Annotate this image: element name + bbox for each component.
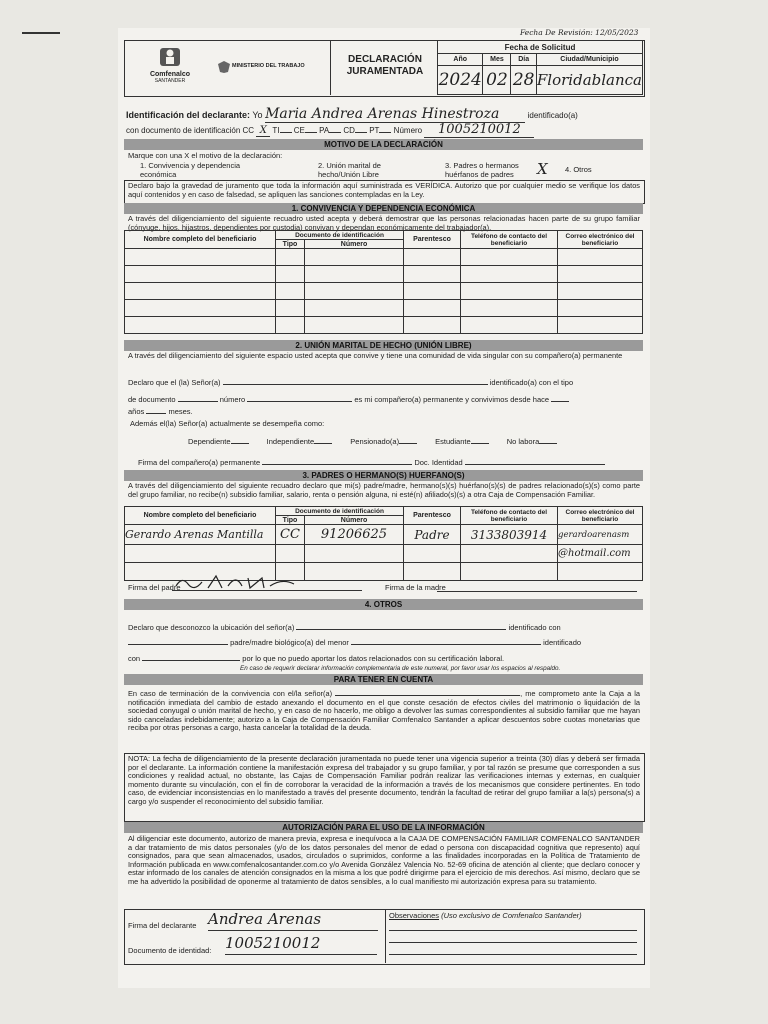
s3-col-mail: Correo electrónico del beneficiario [558,507,643,525]
s2-header: 2. UNIÓN MARITAL DE HECHO (UNIÓN LIBRE) [124,340,643,351]
s2-l2c: es mi compañero(a) permanente y convivimos desde hace [354,395,550,404]
s2-line-3 [128,405,193,417]
s3-row-num[interactable]: 91206625 [305,525,404,545]
s2-no-labora[interactable]: No labora [506,437,540,446]
s2-line-1 [128,376,573,388]
firma-padre-label: Firma del padre [128,583,181,592]
s4-l3b: por lo que no puedo aportar los datos relacionados con su certificación laboral. [242,654,505,663]
no-labora-field[interactable] [539,436,557,444]
motivo-opt-1[interactable]: 1. Convivencia y dependencia económica [140,161,241,179]
pa-label: PA [319,126,330,135]
s4-note: En caso de requerir declarar información complementaria de este numeral, por favor usar los espacios al respaldo. [240,665,561,672]
logo-region: SANTANDER [154,78,186,84]
s4-header: 4. OTROS [124,599,643,610]
s4-l1b: identificado con [508,623,561,632]
s2-l3a: años [128,407,145,416]
s2-firma: Firma del compañero(a) permanente [138,458,261,467]
s2-doc-number[interactable] [247,393,352,402]
s3-row-name[interactable]: Gerardo Arenas Mantilla [125,525,276,545]
tener-header: PARA TENER EN CUENTA [124,674,643,685]
estudiante-field[interactable] [471,436,489,444]
corner-mark [22,32,60,34]
s3-col-tipo: Tipo [276,516,305,525]
obs-note: (Uso exclusivo de Comfenalco Santander) [441,911,582,920]
s2-l1a: Declaro que el (la) Señor(a) [128,378,221,387]
ministry-logo [218,60,230,78]
s3-header: 3. PADRES O HERMANO(S) HUERFANO(S) [124,470,643,481]
s1-table [124,230,643,334]
s4-l2b: identificado [543,638,582,647]
s4-doc-field[interactable] [128,636,228,645]
id-yo: Yo [252,110,263,120]
s3-intro: A través del diligenciamiento del siguiente recuadro declaro que mi(s) padre/madre, hermano(s)(s) huérfano(s)(s) de padres relacionado(s)(s) como parte del grupo familiar, no recibe(n) subsidio familiar, salario, renta o pensión alguna, ni esté(n) afiliado(s)(s) a otra Caja de Compensación Familiar. [128,481,640,499]
shield-icon [218,61,230,73]
col-day: Día [511,54,536,66]
doc-identidad-label: Documento de identidad: [128,946,212,955]
s2-partner-name[interactable] [223,376,488,385]
declarant-name[interactable]: Maria Andrea Arenas Hinestroza [265,106,525,123]
col-city: Ciudad/Municipio [536,54,642,66]
obs-title: Observaciones [389,911,440,920]
s2-dependiente[interactable]: Dependiente [188,437,231,446]
s1-row[interactable] [125,266,643,283]
id-line-2 [126,122,534,138]
revision-date: Fecha De Revisión: 12/05/2023 [520,28,639,37]
tener-paragraph-1 [128,688,640,733]
s4-l3a: con [128,654,141,663]
s3-row[interactable] [125,545,643,563]
s4-l1a: Declaro que desconozco la ubicación del señor(a) [128,623,295,632]
s3-row-tel[interactable]: 3133803914 [461,525,558,545]
s2-l2b: número [219,395,246,404]
signature-divider [385,909,386,963]
motivo-opt-3[interactable]: 3. Padres o hermanos huérfanos de padres [445,161,519,179]
s2-intro: A través del diligenciamiento del siguiente espacio usted acepta que convive y tiene una comunidad de vida singular con su compañero(a) permanente [128,351,623,360]
s1-col-tel: Teléfono de contacto del beneficiario [461,231,558,249]
s2-doc: Doc. Identidad [414,458,463,467]
request-header: Fecha de Solicitud [438,41,643,54]
pa-field[interactable] [329,125,341,133]
logo-icon [155,44,185,68]
s1-col-name: Nombre completo del beneficiario [125,231,276,249]
request-year[interactable]: 2024 [438,66,483,95]
s3-row-mail-1[interactable]: gerardoarenasm [558,525,643,545]
motivo-opt-4[interactable]: 4. Otros [565,165,592,174]
s2-pensionado[interactable]: Pensionado(a) [350,437,400,446]
tener-p1b: , me comprometo ante la Caja a la notificación inmediata del cambio de estado anexando el documento en el que conste cesación de efectos civiles del matrimonio o liquidación de la sociedad conyugal o unión marital de hecho, y en caso de no hacerlo, me obligo a devolver las sumas correspondientes al subsidio familiar que me hayan sido canceladas indebidamente; autorizo a la Caja de Compensación Familiar Comfenalco Santander a aplicar descuentos sobre cuotas monetarias que reciba por otras personas a cargo, hasta cancelar la totalidad de la deuda. [128,689,640,733]
independiente-field[interactable] [314,436,332,444]
s2-signature-line [138,456,605,468]
tener-nota: NOTA: La fecha de diligenciamiento de la presente declaración juramentada no puede tener una vigencia superior a treinta (30) días y deberá ser firmada por el declarante. La información contiene la manifestación expresa del trabajador y su grupo familiar, y por tal razón se presume que corresponden a sus condiciones y realidad actual, no obstante, las Cajas de Compensación Familiar podrán realizar las verificaciones internas y externas, en cualquier momento durante su vinculación, con el fin de corroborar la veracidad de la información a través de los mecanismos que considere pertinentes. En todo caso, de evidenciar inconsistencias en lo manifestado a través del presente documento, tendrán la facultad de retirar del grupo familiar a la(s) persona(s) a cargo y/o suspender el reconocimiento del subsidio familiar. [128,754,640,806]
ti-label: TI [272,126,280,135]
declaro-text: Declaro bajo la gravedad de juramento que toda la información aquí suministrada es VERÍDICA. Autorizo que por cualquier medio se verifique los datos aquí contenidos y en caso de falsedad, se apliquen las sanciones contempladas en la Ley. [128,181,640,199]
doc-type-label: con documento de identificación CC [126,126,255,135]
request-city[interactable]: Floridablanca [536,66,642,95]
motivo-opt-3-mark[interactable]: X [537,160,548,178]
s4-line-1 [128,621,561,633]
s2-l2a: de documento [128,395,176,404]
s1-row[interactable] [125,283,643,300]
s1-row[interactable] [125,317,643,334]
firma-declarante-label: Firma del declarante [128,921,197,930]
s2-l3b: meses. [168,407,193,416]
s1-intro: A través del diligenciamiento del siguiente recuadro usted acepta y deberá demostrar que las personas relacionadas hacen parte de su grupo familiar (cónyuge, hijos, hijastros, dependientes por custodia) convivan y dependan económicamente del trabajador(a). [128,214,640,232]
s2-l4: Además el(la) Señor(a) actualmente se desempeña como: [130,419,325,428]
s3-col-tel: Teléfono de contacto del beneficiario [461,507,558,525]
s4-person-field[interactable] [296,621,506,630]
form-title: DECLARACIÓN JURAMENTADA [346,54,424,77]
numero-label: Número [393,126,423,135]
s2-estudiante[interactable]: Estudiante [435,437,471,446]
request-date-table [437,40,643,95]
pt-label: PT [369,126,380,135]
s3-row-tipo[interactable]: CC [276,525,305,545]
col-year: Año [438,54,483,66]
ce-field[interactable] [305,125,317,133]
s3-row[interactable] [125,525,643,545]
cd-field[interactable] [355,125,367,133]
ministry-name: MINISTERIO DEL TRABAJO [232,63,305,69]
obs-line-2[interactable] [389,942,637,943]
s3-col-num: Número [305,516,404,525]
comfenalco-logo [140,44,200,84]
motivo-instruction: Marque con una X el motivo de la declaración: [128,151,283,160]
s2-l1b: identificado(a) con el tipo [489,378,574,387]
s3-table [124,506,643,581]
s3-row-par[interactable]: Padre [404,525,461,545]
firma-madre-label: Firma de la madre [385,583,446,592]
col-month: Mes [483,54,511,66]
s1-col-doc: Documento de identificación [276,231,404,240]
s1-col-mail: Correo electrónico del beneficiario [558,231,643,249]
s3-row-mail-2[interactable]: @hotmail.com [558,545,643,563]
s2-occupation [188,436,557,447]
identified-label: identificado(a) [527,111,578,120]
declarant-signature[interactable]: Andrea Arenas [208,910,378,931]
id-line-1 [126,106,646,123]
obs-line-1[interactable] [389,930,637,931]
s2-line-2 [128,393,569,405]
s3-col-doc: Documento de identificación [276,507,404,516]
s4-line-3 [128,652,504,664]
cc-mark[interactable]: X [256,125,270,137]
motivo-header: MOTIVO DE LA DECLARACIÓN [124,139,643,150]
s4-minor-field[interactable] [351,636,541,645]
s3-col-name: Nombre completo del beneficiario [125,507,276,525]
ti-field[interactable] [280,125,292,133]
s4-l2: padre/madre biológico(a) del menor [230,638,349,647]
father-signature-icon [172,574,322,592]
declarant-doc-number[interactable]: 1005210012 [225,934,377,955]
pensionado-field[interactable] [399,436,417,444]
firma-padre-field[interactable] [172,574,362,591]
auth-header: AUTORIZACIÓN PARA EL USO DE LA INFORMACIÓN [124,822,643,833]
id-number[interactable]: 1005210012 [424,122,534,138]
dependiente-field[interactable] [231,436,249,444]
id-label: Identificación del declarante: [126,110,251,120]
ce-label: CE [293,126,305,135]
s3-col-par: Parentesco [404,507,461,525]
logo-brand: Comfenalco [149,71,191,78]
request-month[interactable]: 02 [483,66,511,95]
obs-line-3[interactable] [389,954,637,955]
s1-row[interactable] [125,249,643,266]
motivo-opt-2[interactable]: 2. Unión marital de hecho/Unión Libre [318,161,381,179]
cd-label: CD [343,126,355,135]
tener-p1a: En caso de terminación de la convivencia con el/la señor(a) [128,689,333,698]
auth-paragraph: Al diligenciar este documento, autorizo de manera previa, expresa e inequívoca a la CAJA DE COMPENSACIÓN FAMILIAR COMFENALCO SANTANDER a dar tratamiento de mis datos personales (y/o de los datos personales del menor de edad o persona con discapacidad cognitiva que represento) aquí consignados, para que sean almacenados, usados, circulados o suprimidos, conforme a las finalidades incorporadas en la Política de Tratamiento de Información publicada en www.comfenalcosantander.com.co y/o Avenida González Valencia No. 52-69 oficina de atención al cliente; que declaro conocer y estar informado de los canales de atención consignados en la misma a los que podré dirigirme para el ejercicio de mis derechos. Así mismo, declaro que se me ha advertido la posibilidad de oponerme al tratamiento de datos sensibles, a lo cual manifiesto mi autorización expresa para su tratamiento. [128,834,640,886]
s2-months-field[interactable] [146,405,166,414]
pt-field[interactable] [379,125,391,133]
s4-line-2 [128,636,581,648]
s2-years[interactable] [551,393,569,402]
s2-doc-type[interactable] [178,393,218,402]
s2-doc-field[interactable] [465,456,605,465]
s2-independiente[interactable]: Independiente [266,437,315,446]
tener-partner-field[interactable] [335,688,520,696]
s1-col-tipo: Tipo [276,240,305,249]
s4-doc-field-2[interactable] [142,652,240,661]
s1-col-par: Parentesco [404,231,461,249]
request-day[interactable]: 28 [511,66,536,95]
header-divider [330,40,331,95]
firma-madre-field[interactable] [437,582,637,592]
s2-signature-field[interactable] [262,456,412,465]
s1-row[interactable] [125,300,643,317]
observaciones-label [389,912,582,921]
s1-header: 1. CONVIVENCIA Y DEPENDENCIA ECONÓMICA [124,203,643,214]
s1-col-num: Número [305,240,404,249]
